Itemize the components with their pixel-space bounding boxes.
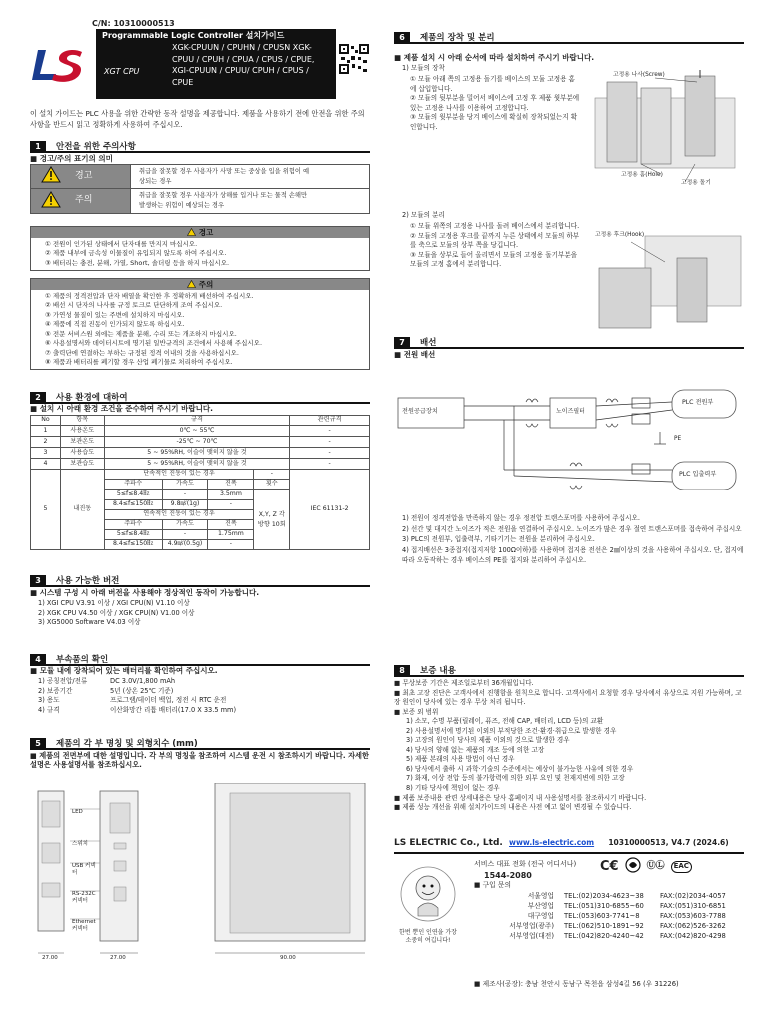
removal-subtitle: 2) 모듈의 분리: [402, 211, 445, 219]
env-bullet: ■ 설치 시 아래 환경 조건을 준수하여 주시기 바랍니다.: [30, 404, 213, 413]
removal-step: ③ 모듈을 상부로 들어 올리면서 모듈의 고정용 돌기부분을 모듈의 고정 홈에서 분리합니다.: [410, 250, 578, 269]
install-step: ③ 모듈의 윗부분을 당겨 베이스에 확실히 장착되었는지 확인합니다.: [410, 113, 578, 131]
table-cell: 5≤f≤8.4㎐: [104, 530, 162, 540]
exclusion-item: 4) 당사의 양해 없는 제품의 개조 등에 의한 고장: [406, 745, 545, 754]
mascot-image: [398, 862, 458, 945]
accessory-bullet: ■ 모듈 내에 장착되어 있는 배터리를 확인하여 주십시오.: [30, 666, 218, 675]
exclusion-item: 8) 기타 당사에 책임이 없는 경우: [406, 784, 500, 793]
table-cell: -: [162, 490, 208, 500]
legend-row-caution: [30, 189, 370, 214]
section-5-header: [30, 738, 370, 750]
service-phone: 1544-2080: [484, 871, 532, 880]
dimension-label: 27.00: [110, 955, 126, 961]
table-cell: 9.8㎨(1g): [162, 500, 208, 510]
version-item: 3) XG5000 Software V4.03 이상: [38, 618, 141, 627]
table-cell: 3.5mm: [208, 490, 254, 500]
table-cell: -: [208, 540, 254, 550]
section-number: 5: [30, 738, 46, 750]
caution-item: ⑧ 제품과 배터리를 폐기할 경우 산업 폐기물로 처리하여 주십시오.: [45, 357, 233, 366]
wiring-note: 1) 전원이 정격전압을 만족하지 않는 경우 정전압 트랜스포머를 사용하여 주십시오.: [402, 514, 640, 522]
table-cell: X,Y, Z 각 방향 10회: [254, 490, 290, 550]
section-title: 배선: [420, 338, 437, 348]
figure-label: 고정용 홈(Hole): [621, 172, 663, 178]
section-title: 제품의 각 부 명칭 및 외형치수 (mm): [56, 739, 198, 749]
warning-box: [30, 226, 370, 271]
series-label: XGT CPU: [104, 67, 140, 76]
install-steps: [410, 75, 580, 132]
table-header: No: [31, 416, 61, 426]
office-list: [484, 891, 746, 941]
caution-item: ⑦ 출력단에 연결하는 부하는 규정된 정격 이내의 것을 사용하십시오.: [45, 348, 239, 357]
install-step: ② 모듈의 뒷부분을 밀어서 베이스에 고정 후 제품 윗부분에 있는 고정용 나사를 이용하여 고정합니다.: [410, 94, 580, 112]
battery-spec: 1) 공칭전압/전류 DC 3.0V/1,800 mAh 2) 보증기간 5년 (상온 25℃ 기준) 3) 용도 프로그램/데이터 백업, 정전 시 RTC 운전 4) 규격 이산화망간 리튬 배터리(17.0 X 33.5 mm): [38, 677, 237, 714]
section-number: 6: [394, 32, 410, 44]
section-title: 사용 환경에 대하여: [56, 393, 128, 403]
exclusion-item: 6) 당사에서 출하 시 과학·기술의 수준에서는 예상이 불가능한 사유에 의한 경우: [406, 764, 634, 773]
caution-item: ⑥ 사용설명서와 데이터시트에 명기된 일반규격의 조건에서 사용해 주십시오.: [45, 339, 263, 348]
table-cell: -: [162, 530, 208, 540]
table-cell: 3: [31, 448, 61, 459]
table-header: 규격: [104, 416, 290, 426]
env-table: No 항목 규격 관련규격 1 사용온도 0℃ ~ 55℃ - 2 보관온도 -25℃ ~ 70℃ - 3 사용습도 5 ~ 95%RH, 이슬이 맺히지 않을 것 - 4 보관습도 5 ~ 95%RH, 이슬이 맺히지 않을 것 - 5 내진동 단속적인 진동이 있는 경우 - IEC 61131-2 주파수 가속도 진폭 횟수 5≤f≤8.4㎐ - 3.5mm X,Y, Z 각 방향 10회 8.4≤f≤150㎐ 9.8㎨(1g) - 연속적인 진동이 있는 경우 주파수 가속도 진폭 5≤f≤8.4㎐ - 1.75mm 8.4≤f≤150㎐ 4.9㎨(0.5g) -: [30, 415, 370, 550]
dimension-label: 27.00: [42, 955, 58, 961]
warranty-item: ■ 무상보증 기간은 제조일로부터 36개월입니다.: [394, 679, 534, 687]
table-cell: 4.9㎨(0.5g): [162, 540, 208, 550]
pe-label: PE: [674, 436, 682, 442]
kc-mark-icon: [625, 857, 641, 876]
table-cell: 사용온도: [60, 426, 104, 437]
warning-item: ① 전원이 인가된 상태에서 단자대를 만지지 마십시오.: [45, 240, 198, 248]
install-step: ① 모듈 아래 쪽의 고정용 돌기를 베이스의 모듈 고정용 홈에 삽입합니다.: [410, 75, 575, 93]
section-number: 4: [30, 654, 46, 666]
legend-text: 취급을 잘못할 경우 사용자가 사망 또는 중상을 입을 위험이 예상되는 경우: [139, 168, 310, 185]
table-cell: 진폭: [208, 520, 254, 530]
exclusion-item: 5) 제품 본래의 사용 방법이 아닌 경우: [406, 755, 515, 764]
figure-label: 고정용 나사(Screw): [613, 72, 665, 78]
warning-bar: [31, 227, 369, 238]
caution-title: 주의: [198, 280, 214, 289]
wiring-note: 3) PLC의 전원부, 입출력부, 기타기기는 전원을 분리하여 주십시오.: [402, 535, 595, 544]
company-name: LS ELECTRIC Co., Ltd.: [394, 838, 503, 848]
warranty-item: ■ 보증 외 범위: [394, 707, 439, 716]
table-cell: -: [290, 426, 370, 437]
legend-label: 경고: [75, 170, 93, 181]
table-header: 항목: [60, 416, 104, 426]
exclusion-item: 2) 사용설명서에 명기된 이외의 부적당한 조건·환경·취급으로 발생한 경우: [406, 726, 617, 735]
model-list: XGK-CPUUN / CPUHN / CPUSN XGK-CPUU / CPUH / CPUA / CPUS / CPUE, XGI-CPUUN / CPUU/ CPUH / CPUS / CPUE: [172, 43, 315, 87]
table-cell: 8.4≤f≤150㎐: [104, 500, 162, 510]
section-number: 3: [30, 575, 46, 587]
table-cell: -: [290, 459, 370, 470]
part-label: LED: [72, 809, 83, 815]
section-number: 7: [394, 337, 410, 349]
table-cell: -: [290, 448, 370, 459]
office-row: 대구영업 TEL:(053)603-7741~8 FAX:(053)603-7788: [527, 912, 726, 921]
legend-bullet: ■ 경고/주의 표기의 의미: [30, 154, 113, 163]
table-cell: 진폭: [208, 480, 254, 490]
removal-steps: [410, 222, 580, 270]
warning-small-icon: [187, 228, 196, 239]
table-cell: 주파수: [104, 520, 162, 530]
section-number: 1: [30, 141, 46, 153]
plc-io-label: PLC 입출력부: [679, 471, 717, 478]
install-bullet: ■ 제품 설치 시 아래 순서에 따라 설치하여 주시기 바랍니다.: [394, 53, 595, 62]
table-cell: 보관습도: [60, 459, 104, 470]
table-cell: 5 ~ 95%RH, 이슬이 맺히지 않을 것: [104, 448, 290, 459]
mounting-figure: [585, 68, 745, 192]
eac-mark-icon: EAC: [671, 861, 692, 872]
version-item: 1) XGI CPU V3.91 이상 / XGI CPU(N) V1.10 이상: [38, 599, 190, 607]
section-number: 2: [30, 392, 46, 404]
table-cell: 주파수: [104, 480, 162, 490]
warning-item: ③ 배터리는 충전, 분해, 가열, Short, 솔더링 등을 하지 마십시오.: [45, 258, 230, 267]
table-cell: -: [208, 500, 254, 510]
parts-bullet: ■ 제품의 전면부에 대한 설명입니다. 각 부의 명칭을 참조하여 시스템 운전 시 참조하시기 바랍니다. 자세한 설명은 사용설명서를 참조하십시오.: [30, 751, 369, 770]
factory-address: ■ 제조사(공장): 충남 천안시 동남구 목천읍 삼성4길 56 (우 31226): [474, 980, 679, 988]
table-cell: 1.75mm: [208, 530, 254, 540]
exclusion-item: 1) 소모, 수명 부품(릴레이, 퓨즈, 전해 CAP, 배터리, LCD 등)의 교환: [406, 717, 604, 726]
caution-item: ② 배선 시 단자의 나사를 규정 토크로 단단하게 조여 주십시오.: [45, 301, 223, 310]
part-label: RS-232C 커넥터: [72, 891, 96, 905]
table-cell: 가속도: [162, 520, 208, 530]
ls-logo: [30, 44, 90, 86]
figure-label: 고정용 돌기: [681, 180, 711, 186]
table-cell: 1: [31, 426, 61, 437]
warranty-item: ■ 제품 성능 개선을 위해 설치가이드의 내용은 사전 예고 없이 변경될 수 있습니다.: [394, 803, 632, 812]
part-label: 스위치: [72, 841, 88, 847]
table-cell: 5≤f≤8.4㎐: [104, 490, 162, 500]
section-1-header: [30, 141, 370, 153]
caution-item: ⑤ 전문 서비스원 외에는 제품을 분해, 수리 또는 개조하지 마십시오.: [45, 329, 237, 338]
noise-filter-label: 노이즈필터: [556, 408, 585, 415]
section-3-header: [30, 575, 370, 587]
inquiry-label: ■ 구입 문의: [474, 881, 512, 889]
part-label: USB 커넥터: [72, 863, 96, 877]
warning-title: 경고: [198, 228, 214, 237]
cn-number: C/N: 10310000513: [92, 19, 175, 28]
removal-figure: [585, 228, 745, 333]
service-line: 서비스 대표 전화 (전국 어디서나): [474, 860, 577, 868]
table-cell: 사용습도: [60, 448, 104, 459]
wiring-notes: [402, 513, 747, 566]
removal-step: ① 모듈 위쪽의 고정용 나사를 돌려 베이스에서 분리합니다.: [410, 222, 580, 230]
office-row: 부산영업 TEL:(051)310-6855~60 FAX:(051)310-6851: [527, 902, 726, 911]
company-url-link[interactable]: www.ls-electric.com: [509, 838, 595, 847]
section-8-header: [394, 665, 744, 677]
legend-label: 주의: [75, 195, 93, 206]
doc-number: 10310000513, V4.7 (2024.6): [608, 838, 729, 847]
section-number: 8: [394, 665, 410, 677]
qr-code-icon[interactable]: [339, 44, 369, 74]
table-cell: 5 ~ 95%RH, 이슬이 맺히지 않을 것: [104, 459, 290, 470]
legend-table: [30, 164, 370, 214]
warning-item: ② 제품 내부에 금속성 이물질이 유입되지 않도록 하여 주십시오.: [45, 249, 227, 258]
warning-triangle-icon: [41, 166, 61, 186]
table-cell: -: [290, 437, 370, 448]
warranty-item: ■ 최초 고장 진단은 고객사에서 진행함을 원칙으로 합니다. 고객사에서 요청할 경우 당사에서 유상으로 지원 가능하며, 고장 원인이 당사에 있는 경우 무상 처리 됩니다.: [394, 688, 742, 707]
ce-mark-icon: C€: [600, 858, 619, 874]
table-header: 관련규격: [290, 416, 370, 426]
section-title: 부속품의 확인: [56, 655, 109, 665]
table-cell: 연속적인 진동이 있는 경우: [104, 510, 254, 520]
table-cell: IEC 61131-2: [290, 470, 370, 550]
wiring-diagram: [394, 380, 744, 490]
caution-triangle-icon: [41, 191, 61, 211]
table-cell: 5: [31, 470, 61, 550]
table-cell: 8.4≤f≤150㎐: [104, 540, 162, 550]
table-cell: -25℃ ~ 70℃: [104, 437, 290, 448]
power-supply-label: 전원공급장치: [402, 408, 438, 415]
table-cell: 횟수: [254, 480, 290, 490]
warranty-content: [394, 679, 744, 813]
table-cell: 보관온도: [60, 437, 104, 448]
plc-power-label: PLC 전원부: [682, 399, 714, 406]
install-subtitle: 1) 모듈의 장착: [402, 64, 445, 72]
ul-mark-icon: ⓊⓁ: [646, 861, 665, 872]
section-7-header: [394, 337, 744, 349]
dimension-drawing: [30, 783, 370, 963]
table-cell: 2: [31, 437, 61, 448]
version-item: 2) XGK CPU V4.50 이상 / XGK CPU(N) V1.00 이상: [38, 608, 195, 617]
version-list: [38, 599, 195, 628]
caution-small-icon: [187, 280, 196, 291]
cert-marks: [600, 858, 744, 876]
wiring-bullet: ■ 전원 배선: [394, 350, 436, 359]
caution-box: [30, 278, 370, 370]
part-label: Ethernet 커넥터: [72, 919, 96, 933]
section-title: 보증 내용: [420, 666, 456, 676]
office-row: 서울영업 TEL:(02)2034-4623~38 FAX:(02)2034-4057: [527, 892, 726, 900]
section-title: 사용 가능한 버전: [56, 576, 120, 586]
table-cell: 가속도: [162, 480, 208, 490]
footer-company-line: [394, 838, 744, 854]
caution-item: ③ 가연성 물질이 있는 주변에 설치하지 마십시오.: [45, 310, 185, 319]
caution-bar: [31, 279, 369, 290]
caution-item: ① 제품의 정격전압과 단자 배열을 확인한 후 정확하게 배선하여 주십시오.: [45, 292, 254, 300]
table-cell: 내진동: [60, 470, 104, 550]
header-title-box: [96, 29, 336, 99]
mascot-caption: 한번 뿐인 인연을 가장 소중히 여깁니다!: [399, 929, 457, 945]
intro-text: 이 설치 가이드는 PLC 사용을 위한 간략한 동작 설명을 제공합니다. 제품을 사용하기 전에 안전을 위한 주의 사항을 반드시 읽고 정확하게 사용하여 주십시오.: [30, 109, 365, 130]
warranty-item: ■ 제품 보증내용 관련 상세내용은 당사 홈페이지 내 사용설명서를 참조하시기 바랍니다.: [394, 793, 647, 802]
wiring-note: 2) 선간 및 대지간 노이즈가 적은 전원을 연결하여 주십시오. 노이즈가 많은 경우 절연 트랜스포머를 접속하여 주십시오: [402, 524, 742, 533]
section-4-header: [30, 654, 370, 666]
table-cell: 단속적인 진동이 있는 경우: [104, 470, 254, 480]
office-row: 서부영업(광주) TEL:(062)510-1891~92 FAX:(062)526-3262: [509, 922, 726, 931]
office-row: 서부영업(대전) TEL:(042)820-4240~42 FAX:(042)820-4298: [509, 932, 726, 941]
section-title: 안전을 위한 주의사항: [56, 142, 136, 152]
removal-step: ② 모듈의 고정용 후크를 끝까지 누른 상태에서 모듈의 하부를 축으로 모듈의 상부 쪽을 당깁니다.: [410, 231, 580, 250]
wiring-note: 4) 접지배선은 3종접지(접지저항 100Ω이하)를 사용하며 접지용 전선은 2㎟이상의 것을 사용하여 주십시오. 단, 접지에 따라 오동작하는 경우 베이스의 PE를 접지와 분리하여 주십시오.: [402, 545, 744, 565]
figure-label: 고정용 후크(Hook): [595, 232, 645, 238]
section-2-header: [30, 392, 370, 404]
exclusion-item: 7) 화재, 이상 전압 등의 불가항력에 의한 외부 요인 및 천재지변에 의한 고장: [406, 774, 625, 783]
table-cell: 0℃ ~ 55℃: [104, 426, 290, 437]
caution-item: ④ 제품에 직접 진동이 인가되지 않도록 하십시오.: [45, 320, 185, 329]
section-6-header: [394, 32, 744, 44]
version-bullet: ■ 시스템 구성 시 아래 버전을 사용해야 정상적인 동작이 가능합니다.: [30, 588, 260, 597]
exclusion-item: 3) 고장의 원인이 당사의 제품 이외의 것으로 발생한 경우: [406, 736, 570, 745]
section-title: 제품의 장착 및 분리: [420, 33, 495, 43]
legend-text: 취급을 잘못할 경우 사용자가 상해를 입거나 또는 물적 손해만 발생하는 위험이 예상되는 경우: [139, 192, 308, 209]
warranty-exclusions: [394, 717, 744, 793]
product-title: Programmable Logic Controller 설치가이드: [102, 31, 285, 40]
legend-row-warning: [30, 164, 370, 189]
table-cell: 4: [31, 459, 61, 470]
dimension-label: 90.00: [280, 955, 296, 961]
